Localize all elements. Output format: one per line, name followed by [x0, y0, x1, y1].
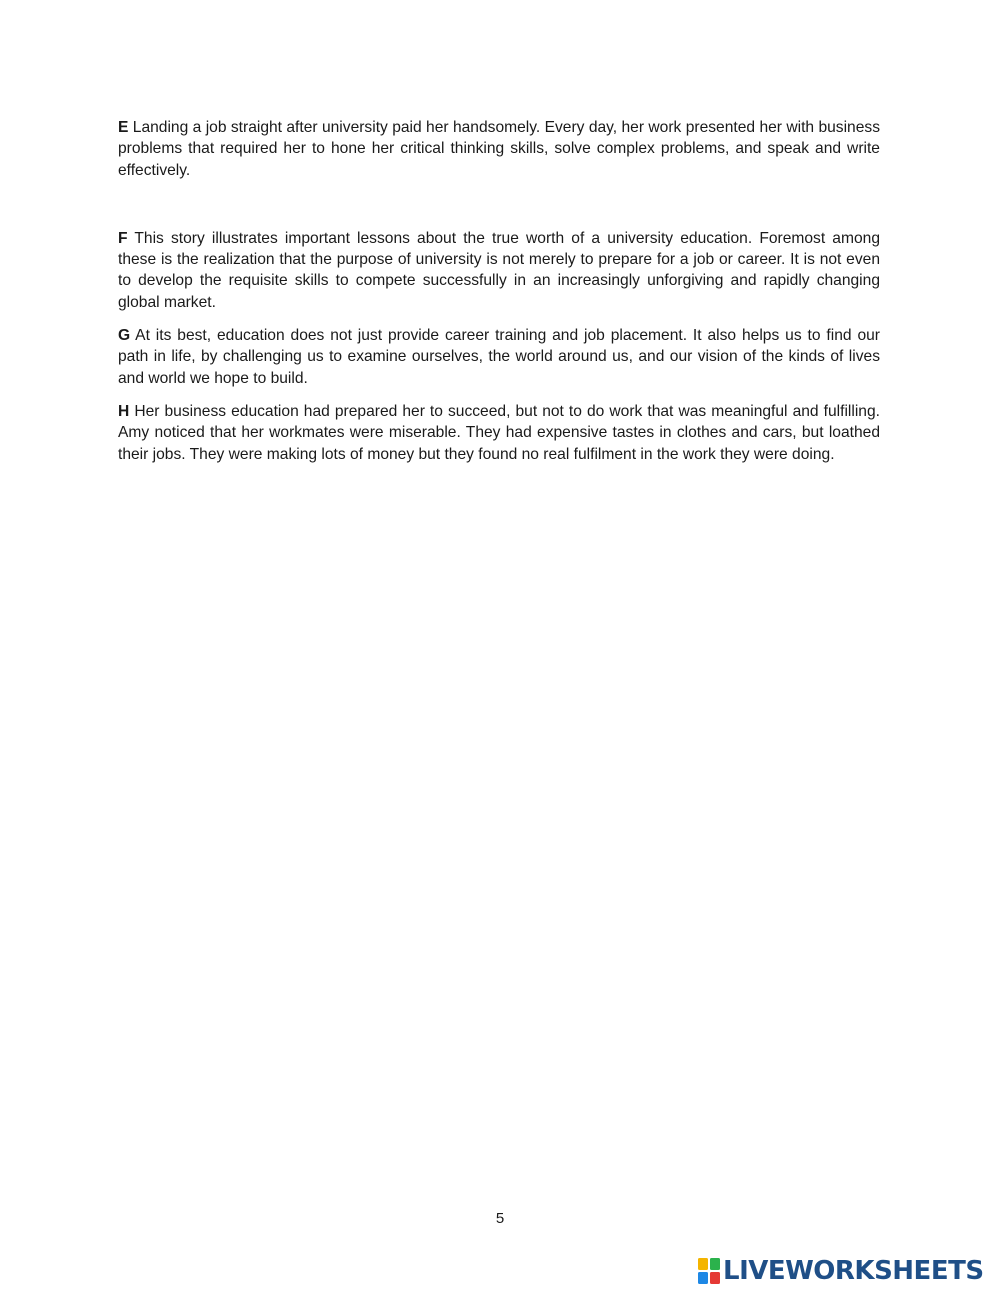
- paragraph-text: This story illustrates important lessons about the true worth of a university education. Foremost among these is the realization that the purpose of university is not merely to prepare for a job or career. It is not even to develop the requisite skills to compete successfully in an increasingly unforgiving and rapidly changing global market.: [118, 229, 880, 311]
- document-body: [118, 117, 880, 465]
- logo-square-v: [698, 1272, 708, 1284]
- page-number: 5: [495, 1210, 505, 1227]
- liveworksheets-logo-icon: [698, 1258, 720, 1284]
- paragraph-letter: E: [118, 119, 129, 136]
- logo-square-e: [710, 1272, 720, 1284]
- paragraph-letter: H: [118, 402, 130, 420]
- paragraph-f: [118, 228, 880, 313]
- logo-square-i: [710, 1258, 720, 1270]
- paragraph-letter: G: [118, 327, 131, 345]
- paragraph-e: [118, 117, 880, 181]
- paragraph-letter: F: [118, 229, 128, 247]
- paragraph-text: Landing a job straight after university paid her handsomely. Every day, her work presented her with business problems that required her to hone her critical thinking skills, solve complex problems, and speak and write effectively.: [118, 119, 880, 179]
- brand-name: LIVEWORKSHEETS: [723, 1256, 984, 1286]
- paragraph-g: [118, 325, 880, 389]
- paragraph-text: At its best, education does not just provide career training and job placement. It also helps us to find our path in life, by challenging us to examine ourselves, the world around us, and our vision of the kinds of lives and world we hope to build.: [118, 327, 880, 387]
- liveworksheets-brand[interactable]: [698, 1256, 984, 1286]
- paragraph-h: [118, 401, 880, 465]
- logo-square-l: [698, 1258, 708, 1270]
- paragraph-text: Her business education had prepared her to succeed, but not to do work that was meaningful and fulfilling. Amy noticed that her workmates were miserable. They had expensive tastes in clothes and cars, but loathed their jobs. They were making lots of money but they found no real fulfilment in the work they were doing.: [118, 402, 880, 463]
